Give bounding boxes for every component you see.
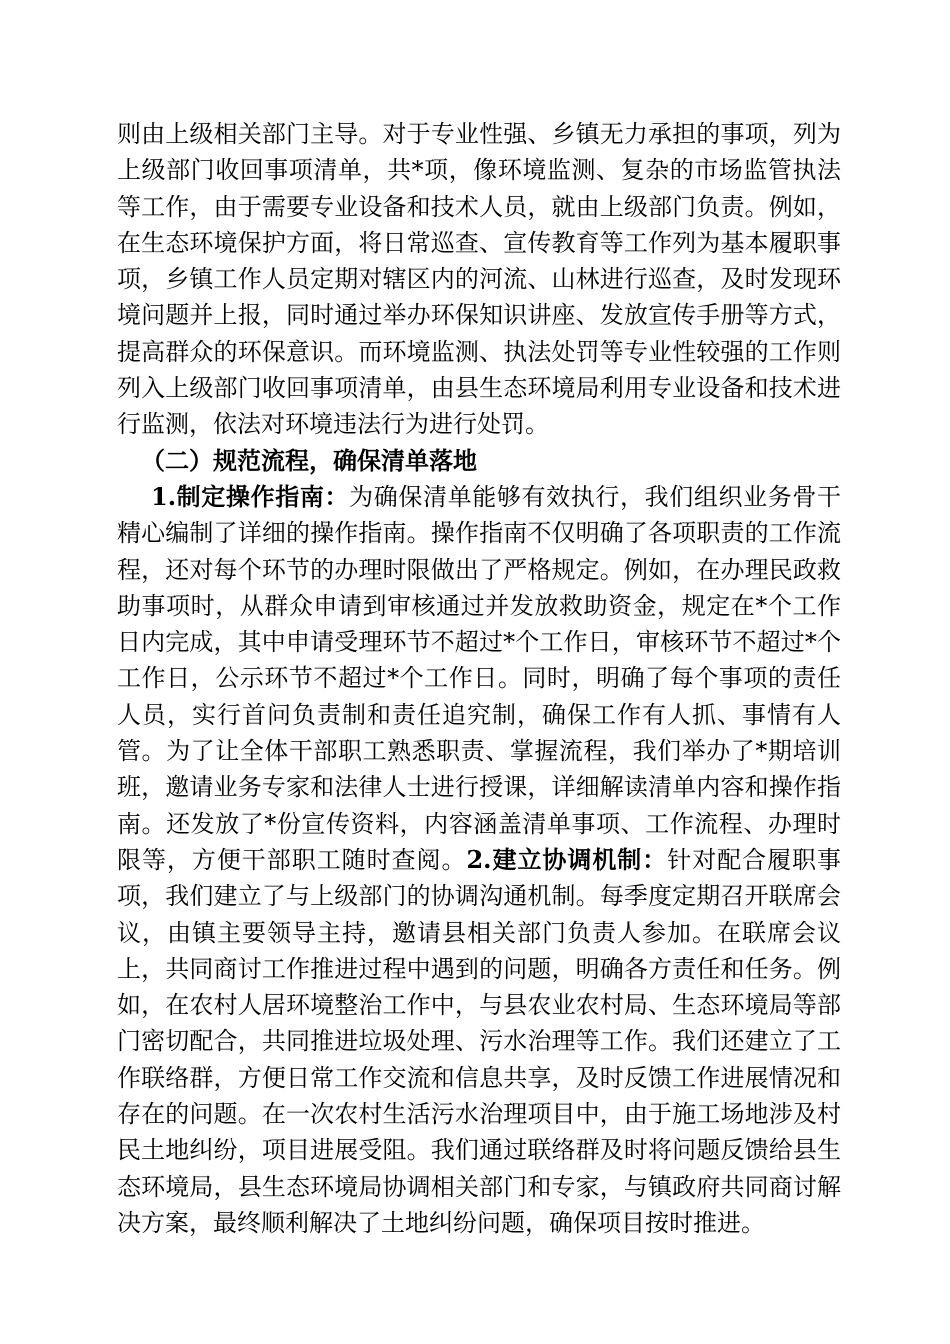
operation-guide-text: 为确保清单能够有效执行，我们组织业务骨干精心编制了详细的操作指南。操作指南不仅明确了各项职责的工作流程，还对每个环节的办理时限做出了严格规定。例如，在办理民政救助事项时，从群众申请到审核通过并发放救助资金，规定在*个工作日内完成，其中申请受理环节不超过*个工作日，审核环节不超过*个工作日，公示环节不超过*个工作日。同时，明确了每个事项的责任人员，实行首问负责制和责任追究制，确保工作有人抓、事情有人管。为了让全体干部职工熟悉职责、掌握流程，我们举办了*期培训班，邀请业务专家和法律人士进行授课，详细解读清单内容和操作指南。还发放了*份宣传资料，内容涵盖清单事项、工作流程、办理时限等，方便干部职工随时查阅。	[117, 482, 841, 874]
subheading-coordination-mechanism: 2.建立协调机制：	[466, 844, 668, 874]
paragraph-standardize-process	[117, 479, 841, 1241]
document-body	[117, 116, 841, 1241]
subheading-operation-guide: 1.制定操作指南：	[151, 481, 350, 511]
section-heading: （二）规范流程，确保清单落地	[141, 445, 477, 475]
coordination-mechanism-text: 针对配合履职事项，我们建立了与上级部门的协调沟通机制。每季度定期召开联席会议，由镇主要领导主持，邀请县相关部门负责人参加。在联席会议上，共同商讨工作推进过程中遇到的问题，明确各方责任和任务。例如，在农村人居环境整治工作中，与县农业农村局、生态环境局等部门密切配合，共同推进垃圾处理、污水治理等工作。我们还建立了工作联络群，方便日常工作交流和信息共享，及时反馈工作进展情况和存在的问题。在一次农村生活污水治理项目中，由于施工场地涉及村民土地纠纷，项目进展受阻。我们通过联络群及时将问题反馈给县生态环境局，县生态环境局协调相关部门和专家，与镇政府共同商讨解决方案，最终顺利解决了土地纠纷问题，确保项目按时推进。	[117, 845, 842, 1237]
paragraph-responsibility-list: 则由上级相关部门主导。对于专业性强、乡镇无力承担的事项，列为上级部门收回事项清单，共*项，像环境监测、复杂的市场监管执法等工作，由于需要专业设备和技术人员，就由上级部门负责。例如，在生态环境保护方面，将日常巡查、宣传教育等工作列为基本履职事项，乡镇工作人员定期对辖区内的河流、山林进行巡查，及时发现环境问题并上报，同时通过举办环保知识讲座、发放宣传手册等方式，提高群众的环保意识。而环境监测、执法处罚等专业性较强的工作则列入上级部门收回事项清单，由县生态环境局利用专业设备和技术进行监测，依法对环境违法行为进行处罚。	[117, 120, 841, 439]
